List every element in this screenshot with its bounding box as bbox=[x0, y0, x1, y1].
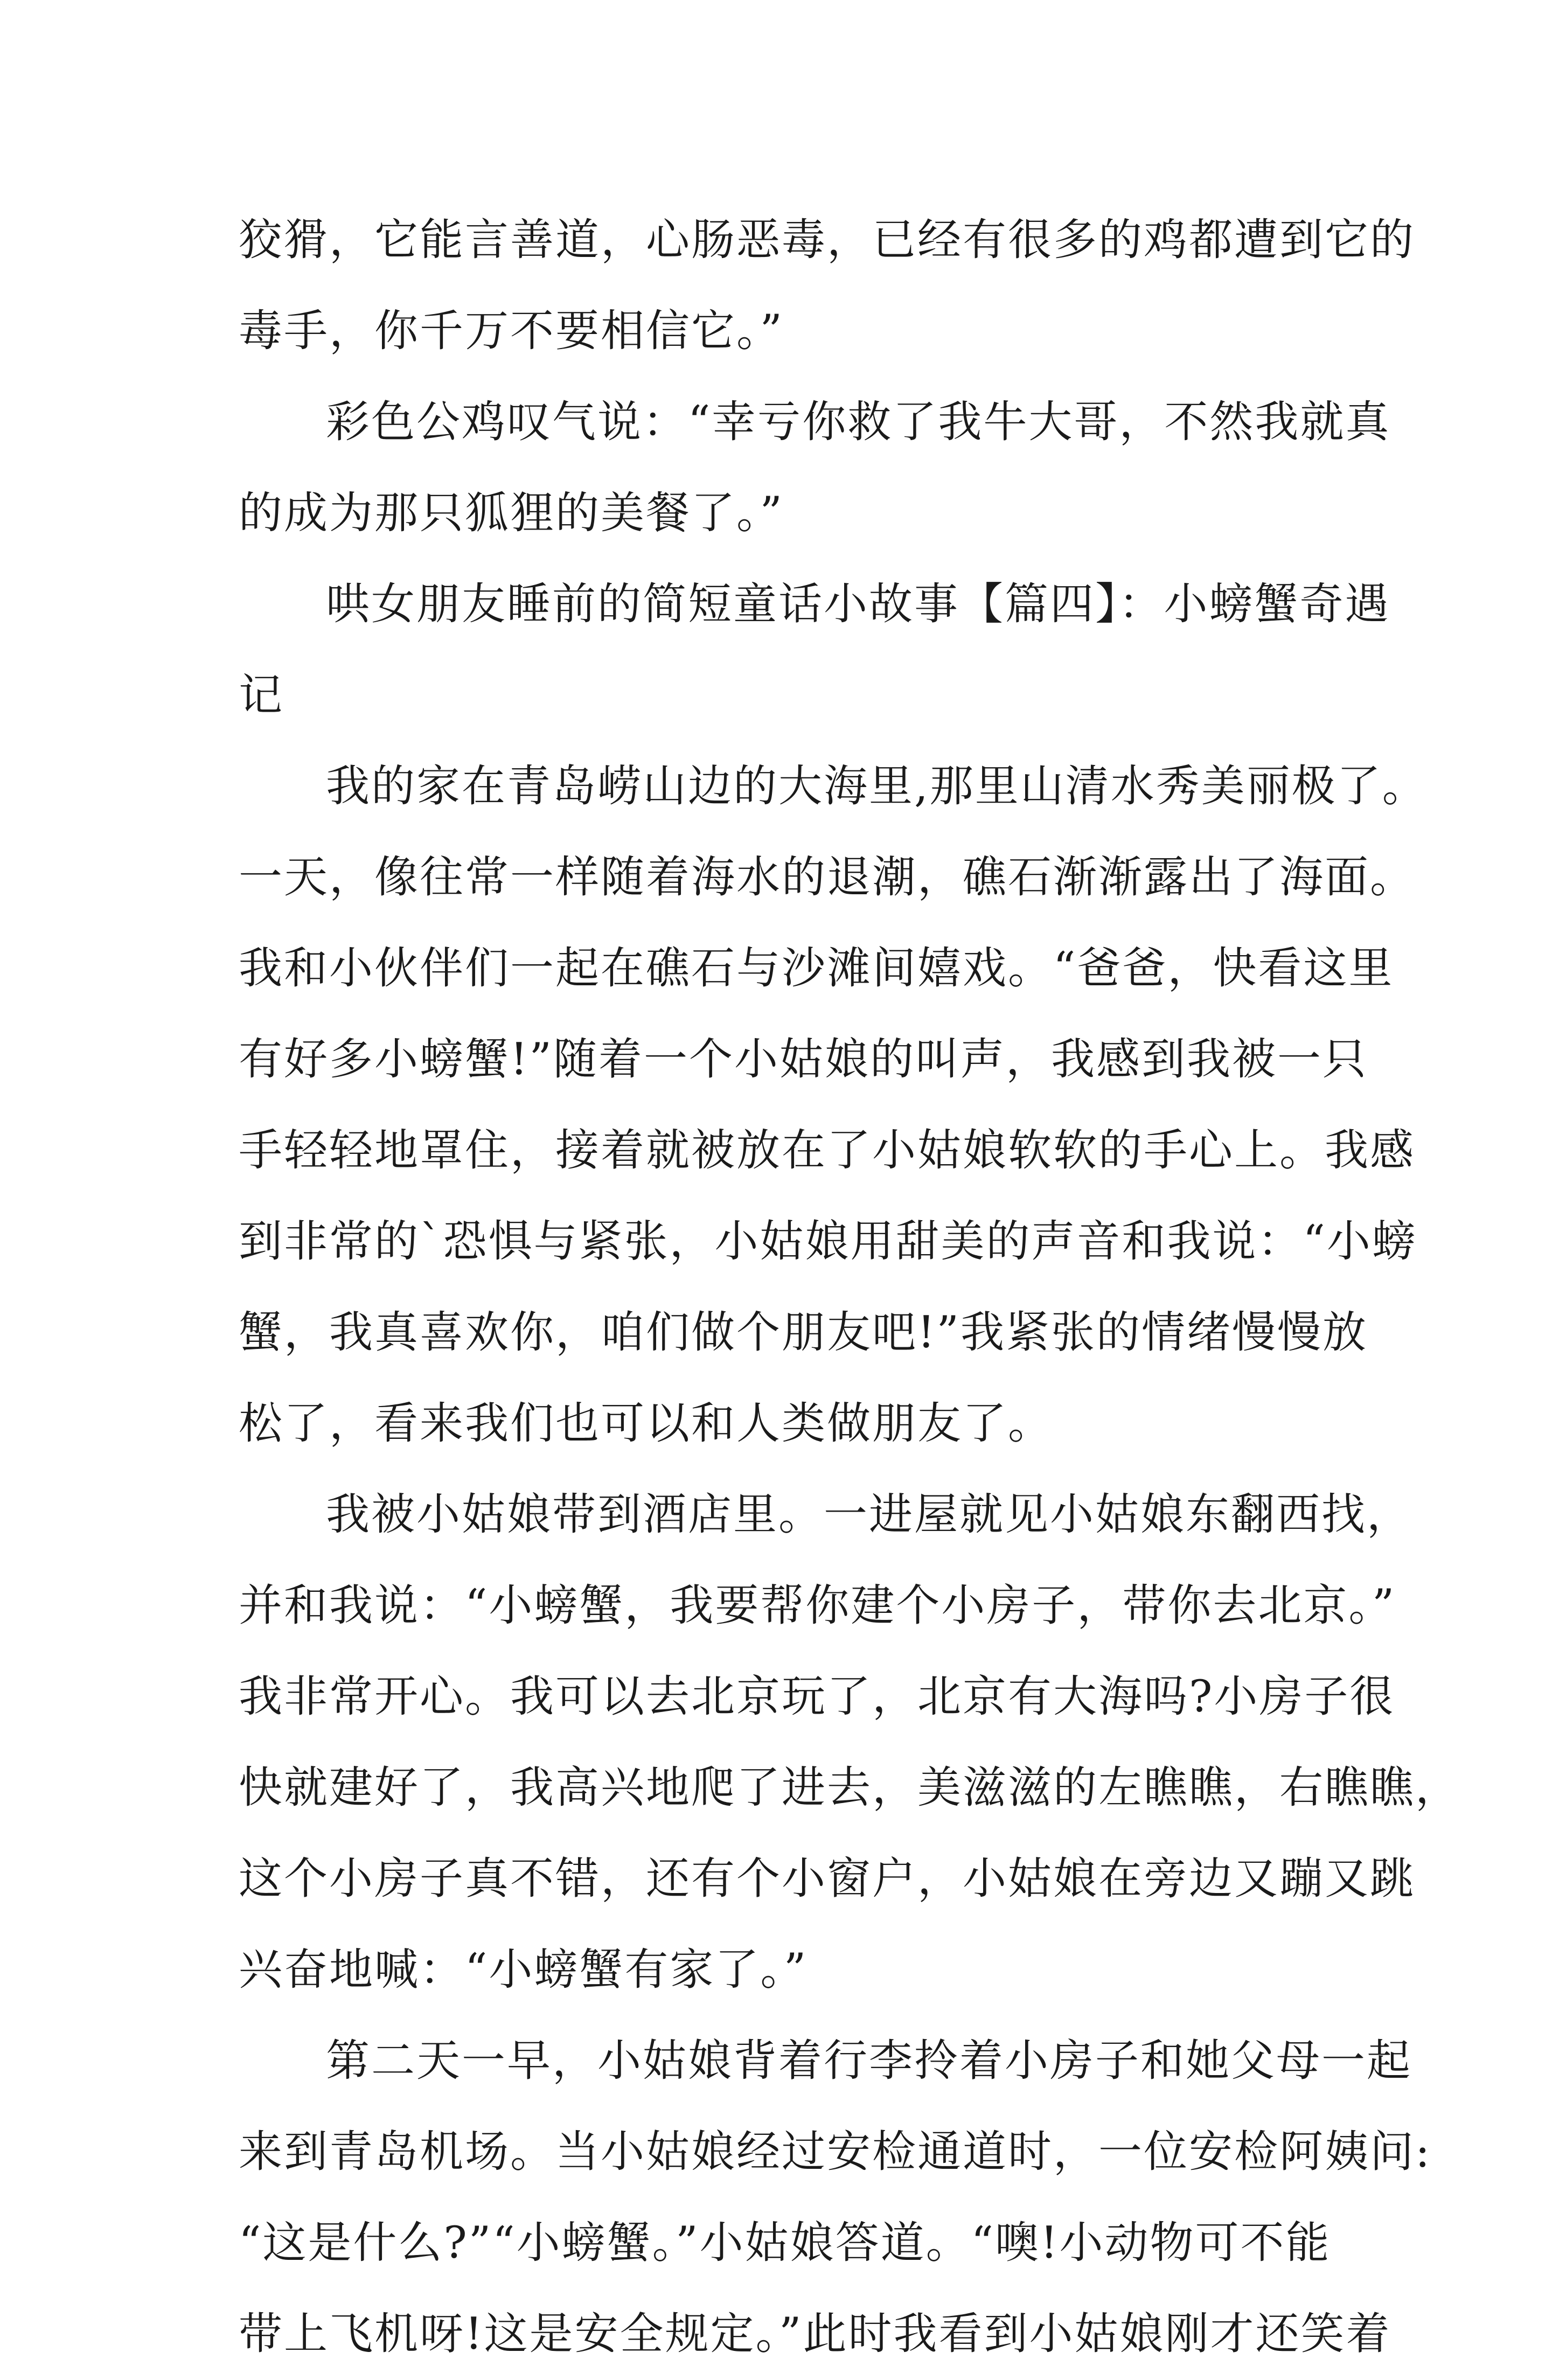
text-line: 手轻轻地罩住，接着就被放在了小姑娘软软的手心上。我感 bbox=[239, 1125, 1416, 1176]
paragraph-start-line: 我的家在青岛崂山边的大海里,那里山清水秀美丽极了。 bbox=[326, 761, 1428, 812]
text-line: 这个小房子真不错，还有个小窗户，小姑娘在旁边又蹦又跳 bbox=[239, 1854, 1416, 1904]
text-line: 快就建好了，我高兴地爬了进去，美滋滋的左瞧瞧，右瞧瞧， bbox=[239, 1763, 1461, 1813]
text-line: 有好多小螃蟹!”随着一个小姑娘的叫声，我感到我被一只 bbox=[239, 1034, 1368, 1085]
text-line: 一天，像往常一样随着海水的退潮，礁石渐渐露出了海面。 bbox=[239, 852, 1416, 903]
paragraph-start-line: 彩色公鸡叹气说：“幸亏你救了我牛大哥，不然我就真 bbox=[326, 397, 1391, 448]
text-line: “这是什么?”“小螃蟹。”小姑娘答道。“噢!小动物可不能 bbox=[239, 2218, 1331, 2268]
text-line: 我和小伙伴们一起在礁石与沙滩间嬉戏。“爸爸，快看这里 bbox=[239, 943, 1394, 994]
text-line: 并和我说：“小螃蟹，我要帮你建个小房子，带你去北京。” bbox=[239, 1581, 1396, 1631]
text-line: 毒手，你千万不要相信它。” bbox=[239, 306, 784, 357]
paragraph-start-line: 我被小姑娘带到酒店里。一进屋就见小姑娘东翻西找， bbox=[326, 1490, 1412, 1540]
section-heading-continued: 记 bbox=[239, 670, 284, 721]
text-line: 来到青岛机场。当小姑娘经过安检通道时，一位安检阿姨问: bbox=[239, 2127, 1432, 2177]
text-line: 兴奋地喊：“小螃蟹有家了。” bbox=[239, 1945, 808, 1995]
text-line: 狡猾，它能言善道，心肠恶毒，已经有很多的鸡都遭到它的 bbox=[239, 215, 1416, 266]
text-line: 松了，看来我们也可以和人类做朋友了。 bbox=[239, 1398, 1054, 1449]
section-heading: 哄女朋友睡前的简短童话小故事【篇四】：小螃蟹奇遇 bbox=[326, 579, 1390, 630]
text-line: 蟹，我真喜欢你，咱们做个朋友吧!”我紧张的情绪慢慢放 bbox=[239, 1307, 1368, 1358]
text-line: 带上飞机呀!这是安全规定。”此时我看到小姑娘刚才还笑着 bbox=[239, 2309, 1391, 2360]
body-text bbox=[239, 195, 1461, 2380]
text-line: 到非常的`恐惧与紧张，小姑娘用甜美的声音和我说：“小螃 bbox=[239, 1216, 1417, 1267]
text-line: 我非常开心。我可以去北京玩了，北京有大海吗?小房子很 bbox=[239, 1672, 1395, 1722]
text-line: 的成为那只狐狸的美餐了。” bbox=[239, 488, 784, 539]
paragraph-start-line: 第二天一早，小姑娘背着行李拎着小房子和她父母一起 bbox=[326, 2036, 1412, 2086]
